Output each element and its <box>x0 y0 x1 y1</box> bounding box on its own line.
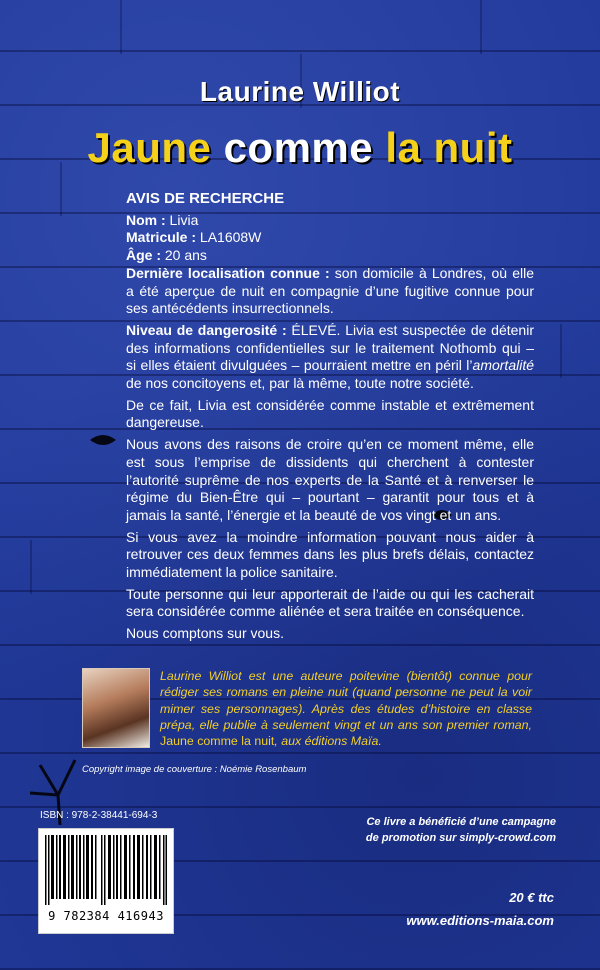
price: 20 € ttc <box>509 890 554 905</box>
bio-text: , aux éditions Maïa. <box>274 734 382 749</box>
title-word-la-nuit: la nuit <box>385 124 513 171</box>
wanted-notice <box>126 190 534 647</box>
barcode <box>38 828 174 934</box>
barcode-bars <box>45 835 167 905</box>
field-dangerosite <box>126 322 534 393</box>
field-value: LA1608W <box>196 229 262 246</box>
isbn-text: ISBN : 978-2-38441-694-3 <box>40 810 158 821</box>
paragraph-aide: Toute personne qui leur apporterait de l’aide ou qui les cacherait sera considérée comme aliénée et sera traitée en conséquence. <box>126 585 534 620</box>
field-label: Matricule : <box>126 229 197 246</box>
field-value: son domicile à Londres, où elle a été aperçue de nuit en compagnie d’une fugitive connue pour ses antécédents insurrectionnels. <box>126 264 534 317</box>
leaf-silhouette <box>88 430 118 450</box>
field-value-italic: amortalité <box>472 357 534 374</box>
brick-joint <box>30 540 32 594</box>
paragraph-raisons: Nous avons des raisons de croire qu’en ce moment même, elle est sous l’emprise de dissidents qui cherchent à contester l’autorité suprême de nos experts de la Santé et à renverser le régime du Bien-Être qui – pourtant – garantit pour tous et à jamais la santé, l’énergie et la beauté de vos vingt et un ans. <box>126 436 534 523</box>
notice-heading <box>126 190 534 208</box>
bio-text: Laurine Williot est une auteure poitevine (bientôt) connue pour rédiger ses romans en pleine nuit (quand personne ne peut la voir mimer ses personnages). Après des études d’histoire en classe prépa, elle publie à seulement vingt et un ans son premier roman, <box>160 669 532 732</box>
field-localisation <box>126 265 534 318</box>
author-photo <box>82 668 150 748</box>
field-label: Âge : <box>126 247 161 264</box>
field-nom <box>126 212 534 230</box>
barcode-digits: 9 782384 416943 <box>48 909 164 923</box>
field-value: ÉLEVÉ. Livia est suspectée de détenir des informations confidentielles sur le traitement Nothomb qui – si elles étaient divulguées – pourraient mettre en péril l’ <box>126 321 534 374</box>
copyright-credit: Copyright image de couverture : Noémie Rosenbaum <box>82 764 307 775</box>
field-label: Nom : <box>126 211 166 228</box>
paragraph-comptons: Nous comptons sur vous. <box>126 625 284 642</box>
notice-heading-text: AVIS DE RECHERCHE <box>126 190 285 207</box>
field-matricule <box>126 229 534 247</box>
field-value: Livia <box>165 211 199 228</box>
promo-line: de promotion sur simply-crowd.com <box>365 832 556 844</box>
author-bio <box>160 668 532 749</box>
field-age <box>126 247 534 265</box>
field-value: de nos concitoyens et, par là même, toute notre société. <box>126 375 474 392</box>
paragraph-fait: De ce fait, Livia est considérée comme instable et extrêmement dangereuse. <box>126 396 534 431</box>
field-label: Niveau de dangerosité : <box>126 321 287 338</box>
promo-line: Ce livre a bénéficié d’une campagne <box>366 816 556 828</box>
title-word-comme: comme <box>223 124 374 171</box>
author-name: Laurine Williot <box>199 76 401 107</box>
bio-book-title: Jaune comme la nuit <box>160 734 275 749</box>
title-word-jaune: Jaune <box>87 124 212 171</box>
field-label: Dernière localisation connue : <box>126 264 330 281</box>
brick-joint <box>560 324 562 378</box>
field-value: 20 ans <box>161 247 207 264</box>
brick-joint <box>480 0 482 54</box>
paragraph-information: Si vous avez la moindre information pouvant nous aider à retrouver ces deux femmes dans les plus brefs délais, contactez immédiatement la police sanitaire. <box>126 528 534 581</box>
book-title <box>0 124 600 172</box>
brick-joint <box>120 0 122 54</box>
promo-notice <box>336 814 556 846</box>
publisher-website: www.editions-maia.com <box>406 913 554 928</box>
